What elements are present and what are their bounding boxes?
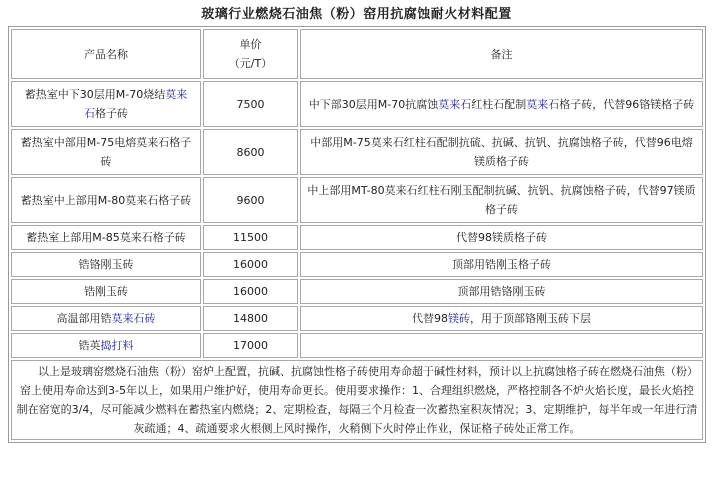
note-cell: 代替98镁质格子砖 <box>300 225 703 250</box>
summary-cell <box>11 360 703 440</box>
table-row <box>11 333 703 358</box>
summary-row <box>11 360 703 440</box>
note-text: ，用于顶部铬刚玉砖下层 <box>470 312 591 325</box>
table-row <box>11 252 703 277</box>
header-price-line2: （元/T） <box>228 57 273 70</box>
product-name: 蓄热室上部用M-85莫来石格子砖 <box>11 225 201 250</box>
product-name <box>11 81 201 127</box>
note-cell: 顶部用锆刚玉格子砖 <box>300 252 703 277</box>
note-text: 格子砖，代替96铬镁格子砖 <box>559 97 695 111</box>
product-name: 锆刚玉砖 <box>11 279 201 304</box>
product-name-text: 高温部用锆 <box>56 312 112 325</box>
mullite-link[interactable]: 石 <box>84 107 95 120</box>
table-header-row <box>11 29 703 79</box>
table-row <box>11 129 703 175</box>
mullite-brick-link[interactable]: 莫来石砖 <box>111 312 156 325</box>
table-row <box>11 225 703 250</box>
note-cell <box>300 81 703 127</box>
unit-price: 11500 <box>203 225 298 250</box>
table-row <box>11 306 703 331</box>
unit-price: 9600 <box>203 177 298 223</box>
unit-price: 16000 <box>203 279 298 304</box>
materials-table <box>8 26 706 443</box>
unit-price: 7500 <box>203 81 298 127</box>
product-name <box>11 333 201 358</box>
note-cell <box>300 333 703 358</box>
note-cell: 中上部用MT-80莫来石红柱石刚玉配制抗碱、抗钒、抗腐蚀格子砖，代替97镁质格子砖 <box>300 177 703 223</box>
product-name <box>11 306 201 331</box>
unit-price: 14800 <box>203 306 298 331</box>
table-row <box>11 81 703 127</box>
mullite-link[interactable]: 莫来石 <box>526 97 560 111</box>
magnesia-brick-link[interactable]: 镁砖 <box>448 312 470 325</box>
unit-price: 17000 <box>203 333 298 358</box>
header-note: 备注 <box>300 29 703 79</box>
header-product: 产品名称 <box>11 29 201 79</box>
header-price <box>203 29 298 79</box>
page-title: 玻璃行业燃烧石油焦（粉）窑用抗腐蚀耐火材料配置 <box>201 7 512 22</box>
header-price-line1: 单价 <box>239 38 262 51</box>
product-name: 锆铬刚玉砖 <box>11 252 201 277</box>
product-name-text: 锆英 <box>78 339 101 352</box>
ramming-mass-link[interactable]: 捣打料 <box>100 339 134 352</box>
note-text: 中下部30层用M-70抗腐蚀 <box>308 97 439 111</box>
note-cell: 顶部用锆铬刚玉砖 <box>300 279 703 304</box>
note-text: 红柱石配制 <box>471 97 527 111</box>
product-name: 蓄热室中上部用M-80莫来石格子砖 <box>11 177 201 223</box>
mullite-link[interactable]: 莫来 <box>165 88 188 101</box>
product-name-text: 蓄热室中下30层用M-70烧结 <box>24 88 166 101</box>
note-text: 代替98 <box>412 312 448 325</box>
note-cell: 中部用M-75莫来石红柱石配制抗硫、抗碱、抗钒、抗腐蚀格子砖，代替96电熔镁质格子砖 <box>300 129 703 175</box>
product-name-text: 格子砖 <box>95 107 128 120</box>
mullite-link[interactable]: 莫来石 <box>438 97 472 111</box>
unit-price: 16000 <box>203 252 298 277</box>
table-row <box>11 279 703 304</box>
product-name: 蓄热室中部用M-75电熔莫来石格子砖 <box>11 129 201 175</box>
note-cell <box>300 306 703 331</box>
table-row <box>11 177 703 223</box>
unit-price: 8600 <box>203 129 298 175</box>
summary-text: 以上是玻璃窑燃烧石油焦（粉）窑炉上配置，抗碱、抗腐蚀性格子砖使用寿命超于碱性材料，预计以上抗腐蚀格子砖在燃烧石油焦（粉）窑上使用寿命达到3-5年以上，如果用户维护好，使用寿命更长。使用要求操作：1、合理组织燃烧，严格控制各不炉火焰长度，最长火焰控制在窑宽的3/4，尽可能减少燃料在蓄热室内燃烧；2、定期检查，每隔三个月检查一次蓄热室积灰情况；3、定期维护，每半年或一年进行清灰疏通；4、疏通要求火根侧上风时操作，火稍侧下火时停止作业，保证格子砖处正常工作。 <box>16 365 698 435</box>
